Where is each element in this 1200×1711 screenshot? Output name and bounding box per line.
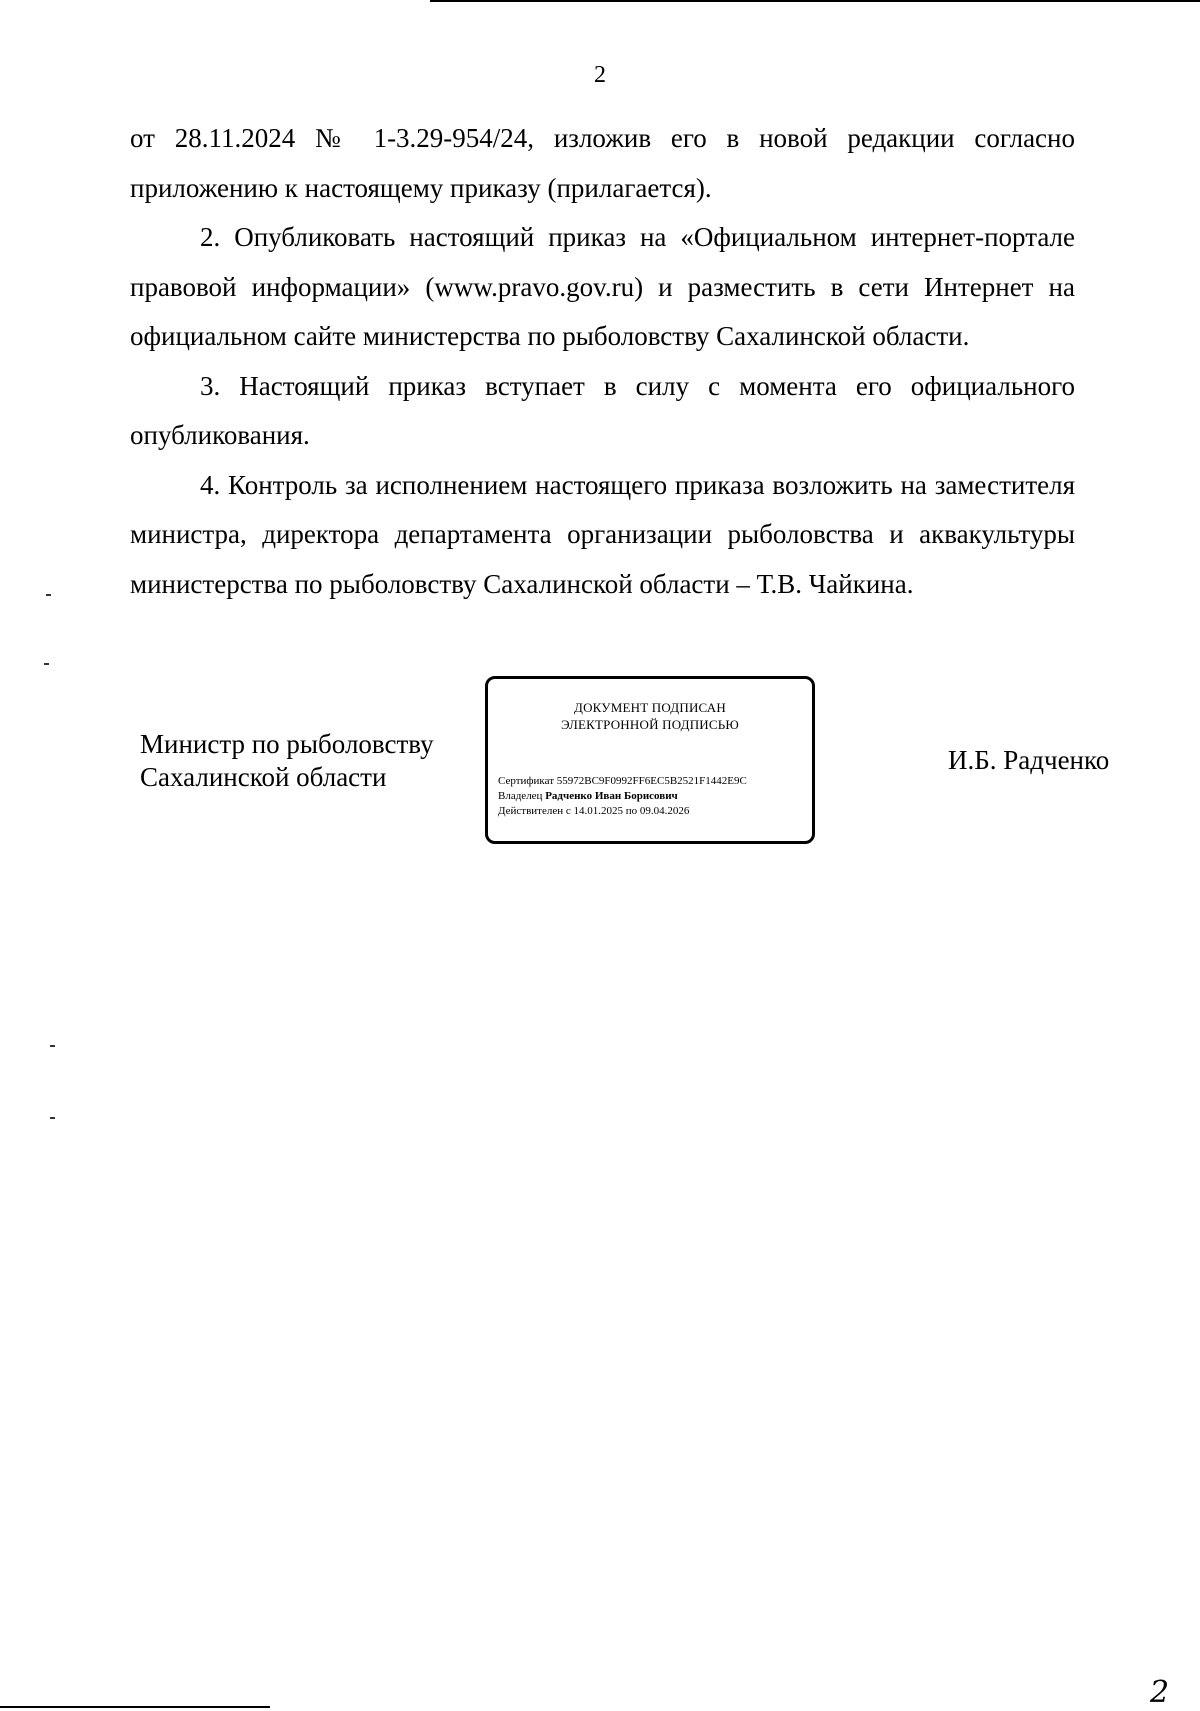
stamp-owner-label: Владелец [498,790,543,802]
page-number: 2 [594,62,606,88]
signer-position-line-2: Сахалинской области [140,762,387,792]
paragraph-4: 4. Контроль за исполнением настоящего приказа возложить на заместителя министра, директора департамента организации рыболовства и аквакультуры министерства по рыболовству Сахалинской области – Т.В. Чайкина. [130,469,1075,599]
signer-name: И.Б. Радченко [948,745,1110,775]
handwritten-page-mark: 2 [1150,1675,1170,1710]
scan-speck [50,1045,55,1047]
document-body [130,114,1075,609]
stamp-certificate-label: Сертификат [498,775,554,787]
scan-speck [44,663,49,665]
paragraph-3: 3. Настоящий приказ вступает в силу с момента его официального опубликования. [130,370,1075,450]
bottom-border-line [0,1706,270,1708]
stamp-title-line-2: ЭЛЕКТРОННОЙ ПОДПИСЬЮ [561,717,739,732]
stamp-validity: Действителен с 14.01.2025 по 09.04.2026 [498,805,690,817]
stamp-owner [498,789,813,804]
scan-speck [46,594,51,596]
electronic-signature-stamp [485,676,815,844]
scan-speck [50,1117,55,1119]
stamp-certificate [498,774,813,789]
stamp-title [488,699,812,733]
paragraph-2: 2. Опубликовать настоящий приказ на «Официальном интернет-портале правовой информации» (www.pravo.gov.ru) и разместить в сети Интернет на официальном сайте министерства по рыболовству Сахалинской области. [130,222,1075,351]
stamp-details [498,774,813,819]
paragraph-1-continuation: от 28.11.2024 № 1-3.29-954/24, изложив его в новой редакции согласно приложению к настоящему приказу (прилагается). [130,123,1075,203]
top-border-line [430,0,1200,2]
signer-position-line-1: Министр по рыболовству [140,729,434,759]
stamp-owner-value: Радченко Иван Борисович [545,790,678,802]
stamp-certificate-value: 55972BC9F0992FF6EC5B2521F1442E9C [556,775,747,787]
signer-position [140,728,434,794]
stamp-title-line-1: ДОКУМЕНТ ПОДПИСАН [574,700,726,715]
